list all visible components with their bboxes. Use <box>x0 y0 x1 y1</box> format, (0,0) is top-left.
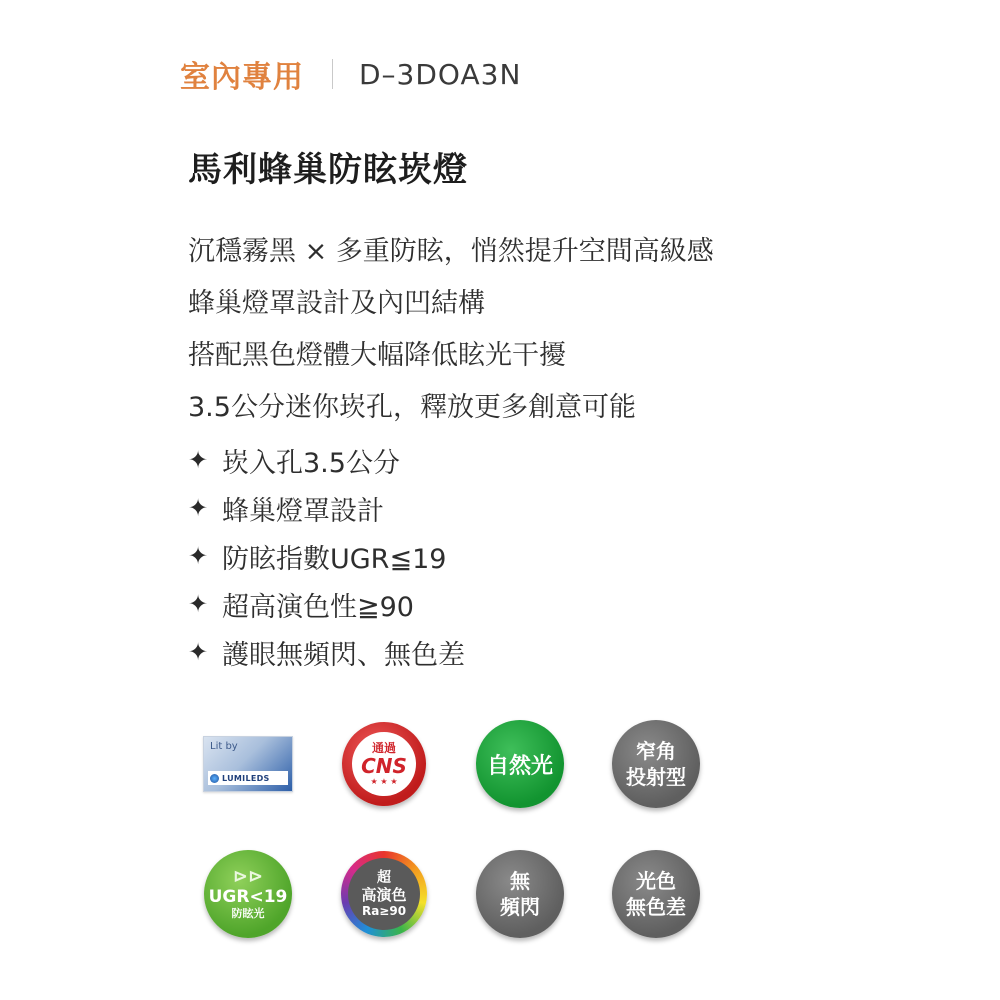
ugr-sub-text: 防眩光 <box>231 907 265 920</box>
lumileds-logo <box>203 736 293 792</box>
narrow-angle-badge <box>612 720 700 808</box>
badge-cell <box>316 714 452 814</box>
feature-text: 防眩指數UGR≦19 <box>222 543 447 575</box>
badge-line: 無 <box>510 869 530 893</box>
high-cri-badge <box>341 851 427 937</box>
ugr-text: UGR<19 <box>208 887 288 907</box>
model-number: D–3DOA3N <box>359 57 522 91</box>
sparkle-bullet-icon: ✦ <box>188 494 209 522</box>
high-cri-inner <box>348 858 420 930</box>
badge-row <box>180 714 740 814</box>
feature-item <box>188 580 465 628</box>
badge-cell <box>180 714 316 814</box>
cns-seal <box>352 732 416 796</box>
sparkle-bullet-icon: ✦ <box>188 446 209 474</box>
header-divider <box>332 59 333 89</box>
certification-badges <box>180 714 740 944</box>
description-line: 蜂巢燈罩設計及內凹結構 <box>188 288 485 319</box>
badge-cell <box>452 844 588 944</box>
badge-line: Ra≥90 <box>361 904 407 918</box>
badge-cell <box>180 844 316 944</box>
badge-cell <box>588 714 724 814</box>
feature-text: 護眼無頻閃、無色差 <box>222 639 465 671</box>
feature-text: 崁入孔3.5公分 <box>222 447 400 479</box>
lit-by-text: Lit by <box>210 741 238 752</box>
badge-cell <box>588 844 724 944</box>
cns-stars-icon: ★ ★ ★ <box>370 777 398 786</box>
product-description <box>188 226 714 434</box>
ugr-antiglare-badge <box>204 850 292 938</box>
badge-line: 頻閃 <box>500 895 540 919</box>
badge-cell <box>452 714 588 814</box>
category-label: 室內專用 <box>180 60 304 95</box>
sparkle-bullet-icon: ✦ <box>188 590 209 618</box>
badge-line: 光色 <box>636 869 676 893</box>
feature-item <box>188 436 465 484</box>
description-line: 搭配黑色燈體大幅降低眩光干擾 <box>188 340 566 371</box>
badge-row <box>180 844 740 944</box>
feature-text: 蜂巢燈罩設計 <box>222 495 384 527</box>
natural-light-text: 自然光 <box>486 753 553 779</box>
sparkle-bullet-icon: ✦ <box>188 542 209 570</box>
header <box>180 52 521 96</box>
no-color-shift-badge <box>612 850 700 938</box>
no-flicker-badge <box>476 850 564 938</box>
badge-line: 無色差 <box>626 895 686 919</box>
feature-list <box>188 436 465 676</box>
cns-main-text: CNS <box>361 754 407 778</box>
product-title: 馬利蜂巢防眩崁燈 <box>188 150 468 190</box>
cns-certified-badge <box>342 722 426 806</box>
sparkle-bullet-icon: ✦ <box>188 638 209 666</box>
feature-item <box>188 532 465 580</box>
description-line: 沉穩霧黑 × 多重防眩，悄然提升空間高級感 <box>188 236 714 267</box>
lumileds-dot-icon <box>210 774 219 783</box>
feature-text: 超高演色性≧90 <box>222 591 414 623</box>
antiglare-icon: ⊳⊳ <box>232 866 264 887</box>
badge-line: 高演色 <box>361 886 407 904</box>
badge-line: 超 <box>377 870 391 886</box>
lumileds-bar <box>208 771 288 785</box>
feature-item <box>188 628 465 676</box>
lumileds-brand: LUMILEDS <box>222 773 270 783</box>
badge-line: 投射型 <box>626 765 686 789</box>
badge-line: 窄角 <box>636 739 676 763</box>
badge-cell <box>316 844 452 944</box>
cns-top-text: 通過 <box>371 741 396 755</box>
feature-item <box>188 484 465 532</box>
natural-light-badge <box>476 720 564 808</box>
description-line: 3.5公分迷你崁孔，釋放更多創意可能 <box>188 392 636 423</box>
